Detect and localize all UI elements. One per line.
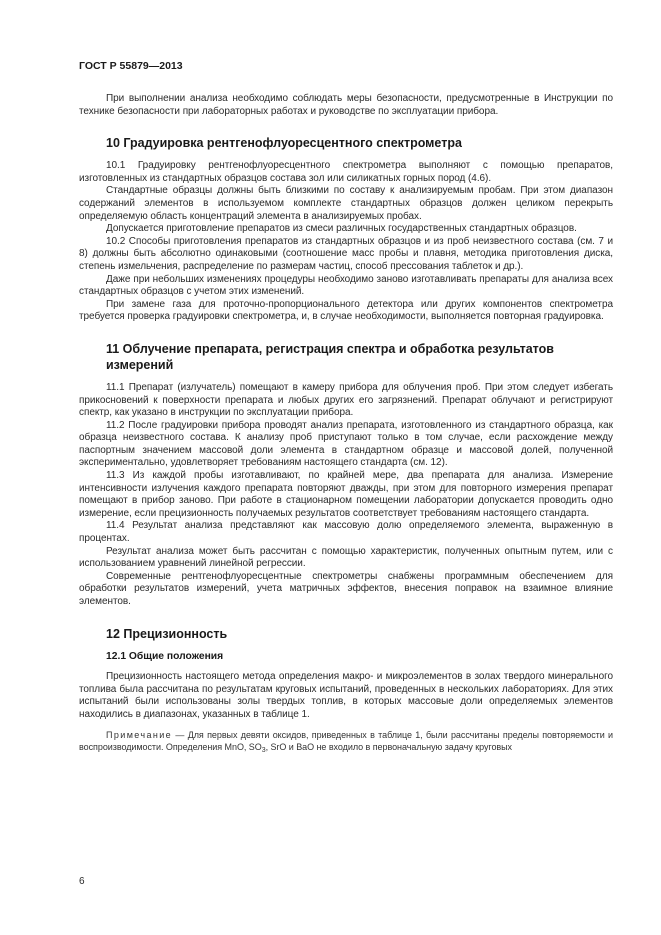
section-12-title: 12 Прецизионность xyxy=(106,626,228,641)
note-label: Примечание xyxy=(106,729,173,740)
paragraph-11-4c: Современные рентгенофлуоресцентные спектрометры снабжены программным обеспечением для обработки результатов измерений, учета матричных эффектов, внесения поправок на взаимное влияние элементов. xyxy=(79,570,613,607)
paragraph-11-4: 11.4 Результат анализа представляют как массовую долю определяемого элемента, выраженную в процентах. xyxy=(79,520,613,545)
page-number: 6 xyxy=(79,876,85,887)
standard-header: ГОСТ Р 55879—2013 xyxy=(79,60,183,72)
note-text-before: — Для первых девяти оксидов, приведенных в таблице 1, были рассчитаны пределы повторяемости и воспроизводимости. Определения MnO, SO xyxy=(79,729,613,752)
paragraph-10-2: 10.2 Способы приготовления препаратов из стандартных образцов и из проб неизвестного состава (см. 7 и 8) должны быть абсолютно одинаковыми (соотношение масс пробы и плавня, методика приготовления диска, степень измельчения, распределение по размерам частиц, способ прессования таблеток и др.). xyxy=(79,235,613,272)
note-subscript: 3 xyxy=(261,746,266,754)
paragraph-10-2c: При замене газа для проточно-пропорционального детектора или других компонентов спектрометра требуется проверка градуировки спектрометра, и, в случае необходимости, выполняется повторная градуировка. xyxy=(79,298,613,323)
paragraph-11-3: 11.3 Из каждой пробы изготавливают, по крайней мере, два препарата для анализа. Измерение интенсивности излучения каждого препарата повторяют дважды, при этом для повторного измерения препарат помещают в прибор заново. При работе в стационарном помещении лаборатории допускается проводить одно измерение, если прецизионность получаемых результатов соответствует требованиям настоящего стандарта. xyxy=(79,470,613,519)
paragraph-10-1c: Допускается приготовление препаратов из смеси различных государственных стандартных образцов. xyxy=(106,223,577,235)
paragraph-11-1: 11.1 Препарат (излучатель) помещают в камеру прибора для облучения проб. При этом следует избегать прикосновений к поверхности препарата и любых других его загрязнений. Препарат облучают и регистрируют спектр, как указано в инструкции по эксплуатации прибора. xyxy=(79,381,613,419)
paragraph-11-4b: Результат анализа может быть рассчитан с помощью характеристик, полученных опытным путем, или с использованием уравнений линейной регрессии. xyxy=(79,545,613,570)
paragraph-10-1: 10.1 Градуировку рентгенофлуоресцентного спектрометра выполняют с помощью препаратов, изготовленных из стандартных образцов состава зол или силикатных горных пород (4.6). xyxy=(79,160,613,184)
note-text-after: , SrO и BaO не входило в первоначальную задачу круговых xyxy=(265,741,513,752)
intro-paragraph: При выполнении анализа необходимо соблюдать меры безопасности, предусмотренные в Инструкции по технике безопасности при лабораторных работах и руководстве по эксплуатации прибора. xyxy=(79,93,613,117)
paragraph-11-2: 11.2 После градуировки прибора проводят анализ препарата, изготовленного из стандартного образца, как образца неизвестного состава. К анализу проб приступают только в том случае, если расхождение между паспортным значением массовой доли элемента в стандартном образце и массовой долей, полученной экспериментально, удовлетворяет требованиям настоящего стандарта (см. 12). xyxy=(79,419,613,469)
section-12-1-title: 12.1 Общие положения xyxy=(106,650,224,662)
paragraph-10-2b: Даже при небольших изменениях процедуры необходимо заново изготавливать препараты для анализа всех стандартных образцов с учетом этих изменений. xyxy=(79,273,613,298)
paragraph-10-1b: Стандартные образцы должны быть близкими по составу к анализируемым пробам. При этом диапазон содержаний элементов в используемом комплекте стандартных образцов должен целиком перекрыть определяемую область концентраций элемента в анализируемых пробах. xyxy=(79,185,613,222)
page-content xyxy=(79,93,613,753)
paragraph-12-1: Прецизионность настоящего метода определения макро- и микроэлементов в золах твердого минерального топлива была рассчитана по результатам круговых испытаний, проведенных в нескольких лабораториях. Для этих испытаний были использованы золы твердых топлив, в которых массовые доли определяемых элементов находились в диапазонах, указанных в таблице 1. xyxy=(79,671,613,720)
note-paragraph xyxy=(79,729,613,753)
section-10-title: 10 Градуировка рентгенофлуоресцентного спектрометра xyxy=(106,136,462,151)
section-11-title: 11 Облучение препарата, регистрация спектра и обработка результатов измерений xyxy=(106,341,554,372)
